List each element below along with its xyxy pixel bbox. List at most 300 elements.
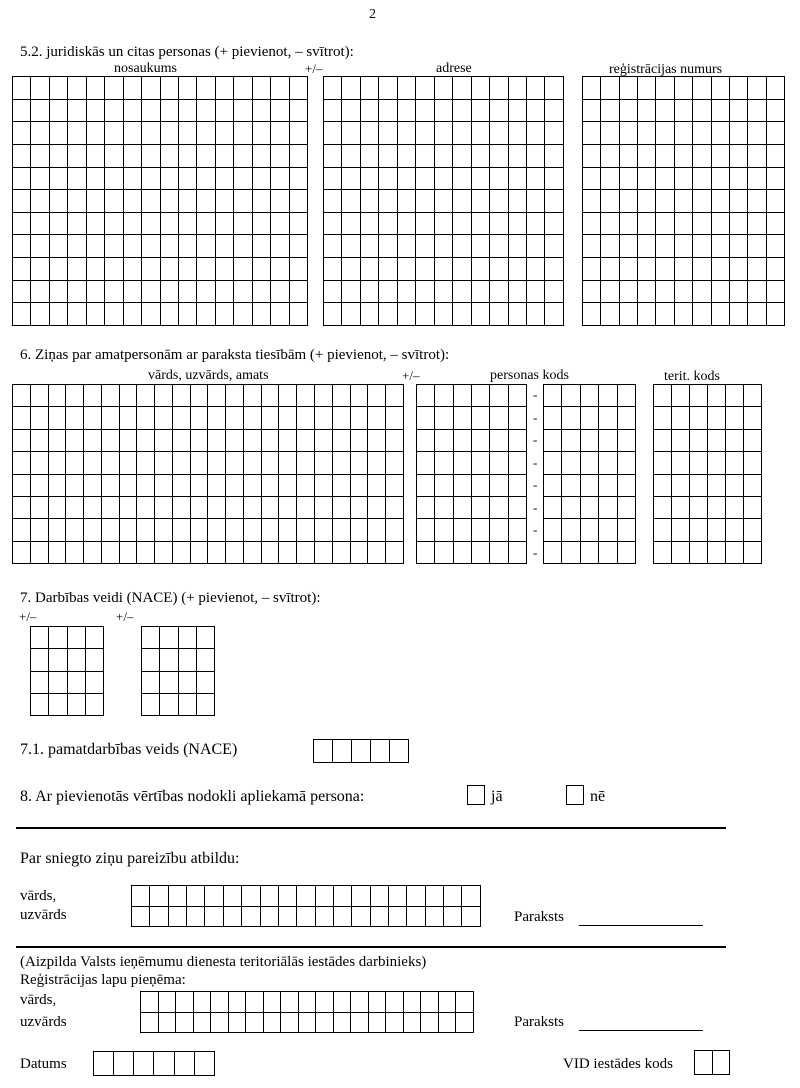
grid-cell[interactable] xyxy=(342,77,360,100)
grid-cell[interactable] xyxy=(49,235,67,258)
grid-cell[interactable] xyxy=(297,385,315,407)
grid-cell[interactable] xyxy=(695,1051,713,1075)
grid-cell[interactable] xyxy=(298,1012,316,1033)
grid-cell[interactable] xyxy=(619,235,637,258)
grid-cell[interactable] xyxy=(242,906,260,927)
grid-cell[interactable] xyxy=(197,235,215,258)
grid-cell[interactable] xyxy=(190,385,208,407)
grid-cell[interactable] xyxy=(66,541,84,563)
grid-cell[interactable] xyxy=(252,280,270,303)
grid-cell[interactable] xyxy=(350,385,368,407)
grid-cell[interactable] xyxy=(638,190,656,213)
grid-cell[interactable] xyxy=(178,212,196,235)
grid-cell[interactable] xyxy=(583,212,601,235)
grid-cell[interactable] xyxy=(617,519,635,541)
grid-cell[interactable] xyxy=(234,99,252,122)
grid-cell[interactable] xyxy=(508,474,526,496)
grid-cell[interactable] xyxy=(123,122,141,145)
grid-cell[interactable] xyxy=(368,429,386,451)
grid-cell[interactable] xyxy=(324,235,342,258)
grid-cell[interactable] xyxy=(490,167,508,190)
grid-cell[interactable] xyxy=(508,144,526,167)
grid-cell[interactable] xyxy=(215,99,233,122)
grid-cell[interactable] xyxy=(656,280,674,303)
grid-cell[interactable] xyxy=(84,496,102,518)
grid-cell[interactable] xyxy=(580,519,598,541)
grid-cell[interactable] xyxy=(208,519,226,541)
grid-cell[interactable] xyxy=(656,258,674,281)
grid-cell[interactable] xyxy=(526,167,544,190)
grid-cell[interactable] xyxy=(672,452,690,474)
grid-cell[interactable] xyxy=(168,906,186,927)
grid-cell[interactable] xyxy=(360,99,378,122)
grid-cell[interactable] xyxy=(31,627,49,649)
grid-cell[interactable] xyxy=(562,452,580,474)
grid-cell[interactable] xyxy=(368,1012,386,1033)
grid-cell[interactable] xyxy=(397,144,415,167)
grid-cell[interactable] xyxy=(744,519,762,541)
grid-cell[interactable] xyxy=(407,886,425,907)
grid-cell[interactable] xyxy=(471,212,489,235)
grid-cell[interactable] xyxy=(434,99,452,122)
grid-cell[interactable] xyxy=(333,1012,351,1033)
grid-cell[interactable] xyxy=(708,385,726,407)
grid-cell[interactable] xyxy=(434,167,452,190)
grid-cell[interactable] xyxy=(49,671,67,693)
grid-cell[interactable] xyxy=(137,474,155,496)
grid-cell[interactable] xyxy=(490,280,508,303)
grid-cell[interactable] xyxy=(711,235,729,258)
grid-cell[interactable] xyxy=(656,190,674,213)
grid-cell[interactable] xyxy=(435,541,453,563)
grid-cell[interactable] xyxy=(178,303,196,326)
grid-cell[interactable] xyxy=(453,429,471,451)
grid-cell[interactable] xyxy=(315,452,333,474)
grid-cell[interactable] xyxy=(389,906,407,927)
grid-cell[interactable] xyxy=(690,519,708,541)
grid-cell[interactable] xyxy=(208,452,226,474)
grid-cell[interactable] xyxy=(48,519,66,541)
grid-cell[interactable] xyxy=(49,77,67,100)
grid-cell[interactable] xyxy=(252,122,270,145)
grid-cell[interactable] xyxy=(13,144,31,167)
grid-cell[interactable] xyxy=(13,235,31,258)
grid-cell[interactable] xyxy=(490,496,508,518)
grid-cell[interactable] xyxy=(261,385,279,407)
grid-cell[interactable] xyxy=(351,1012,369,1033)
grid-cell[interactable] xyxy=(260,906,278,927)
grid-cell[interactable] xyxy=(142,212,160,235)
grid-cell[interactable] xyxy=(674,122,692,145)
grid-cell[interactable] xyxy=(708,496,726,518)
grid-cell[interactable] xyxy=(13,167,31,190)
grid-cell[interactable] xyxy=(193,1012,211,1033)
grid-cell[interactable] xyxy=(360,167,378,190)
grid-cell[interactable] xyxy=(766,99,784,122)
grid-cell[interactable] xyxy=(333,992,351,1013)
grid-cell[interactable] xyxy=(748,122,766,145)
grid-cell[interactable] xyxy=(368,541,386,563)
grid-cell[interactable] xyxy=(453,280,471,303)
grid-cell[interactable] xyxy=(471,496,489,518)
grid-cell[interactable] xyxy=(693,258,711,281)
grid-cell[interactable] xyxy=(386,992,404,1013)
vat-no-checkbox[interactable] xyxy=(566,785,584,805)
grid-cell[interactable] xyxy=(360,190,378,213)
grid-cell[interactable] xyxy=(748,212,766,235)
grid-cell[interactable] xyxy=(66,407,84,429)
grid-cell[interactable] xyxy=(190,474,208,496)
grid-cell[interactable] xyxy=(246,992,264,1013)
grid-cell[interactable] xyxy=(508,280,526,303)
grid-cell[interactable] xyxy=(155,452,173,474)
grid-cell[interactable] xyxy=(160,190,178,213)
grid-cell[interactable] xyxy=(174,1052,194,1076)
grid-cell[interactable] xyxy=(243,407,261,429)
grid-cell[interactable] xyxy=(297,452,315,474)
grid-cell[interactable] xyxy=(490,429,508,451)
grid-cell[interactable] xyxy=(279,385,297,407)
grid-cell[interactable] xyxy=(30,496,48,518)
grid-cell[interactable] xyxy=(84,452,102,474)
grid-cell[interactable] xyxy=(119,541,137,563)
grid-cell[interactable] xyxy=(158,1012,176,1033)
grid-cell[interactable] xyxy=(708,429,726,451)
grid-cell[interactable] xyxy=(619,190,637,213)
grid-cell[interactable] xyxy=(490,212,508,235)
grid-cell[interactable] xyxy=(141,1012,159,1033)
grid-cell[interactable] xyxy=(444,886,462,907)
grid-cell[interactable] xyxy=(508,407,526,429)
grid-cell[interactable] xyxy=(674,167,692,190)
grid-cell[interactable] xyxy=(434,280,452,303)
grid-cell[interactable] xyxy=(142,627,160,649)
grid-cell[interactable] xyxy=(48,474,66,496)
grid-cell[interactable] xyxy=(617,496,635,518)
grid-cell[interactable] xyxy=(66,429,84,451)
grid-cell[interactable] xyxy=(350,519,368,541)
grid-cell[interactable] xyxy=(379,190,397,213)
grid-cell[interactable] xyxy=(583,235,601,258)
grid-cell[interactable] xyxy=(332,429,350,451)
grid-cell[interactable] xyxy=(729,212,747,235)
grid-cell[interactable] xyxy=(562,541,580,563)
grid-cell[interactable] xyxy=(289,167,307,190)
grid-cell[interactable] xyxy=(471,385,489,407)
grid-cell[interactable] xyxy=(316,1012,334,1033)
grid-cell[interactable] xyxy=(368,496,386,518)
grid-cell[interactable] xyxy=(48,407,66,429)
grid-cell[interactable] xyxy=(137,519,155,541)
grid-cell[interactable] xyxy=(86,258,104,281)
section-5-2-address-grid[interactable] xyxy=(323,76,564,326)
grid-cell[interactable] xyxy=(142,122,160,145)
grid-cell[interactable] xyxy=(368,452,386,474)
grid-cell[interactable] xyxy=(13,385,31,407)
grid-cell[interactable] xyxy=(508,77,526,100)
grid-cell[interactable] xyxy=(160,144,178,167)
grid-cell[interactable] xyxy=(435,474,453,496)
grid-cell[interactable] xyxy=(160,280,178,303)
grid-cell[interactable] xyxy=(397,235,415,258)
grid-cell[interactable] xyxy=(252,99,270,122)
grid-cell[interactable] xyxy=(271,258,289,281)
grid-cell[interactable] xyxy=(31,235,49,258)
grid-cell[interactable] xyxy=(545,167,564,190)
grid-cell[interactable] xyxy=(155,519,173,541)
grid-cell[interactable] xyxy=(674,235,692,258)
grid-cell[interactable] xyxy=(397,99,415,122)
grid-cell[interactable] xyxy=(178,693,196,715)
grid-cell[interactable] xyxy=(352,906,370,927)
grid-cell[interactable] xyxy=(155,385,173,407)
grid-cell[interactable] xyxy=(208,541,226,563)
grid-cell[interactable] xyxy=(729,144,747,167)
grid-cell[interactable] xyxy=(360,144,378,167)
grid-cell[interactable] xyxy=(31,258,49,281)
grid-cell[interactable] xyxy=(246,1012,264,1033)
grid-cell[interactable] xyxy=(289,77,307,100)
grid-cell[interactable] xyxy=(599,541,617,563)
personal-code-part1-grid[interactable] xyxy=(416,384,527,564)
grid-cell[interactable] xyxy=(226,385,244,407)
grid-cell[interactable] xyxy=(726,519,744,541)
grid-cell[interactable] xyxy=(656,303,674,326)
grid-cell[interactable] xyxy=(583,280,601,303)
grid-cell[interactable] xyxy=(315,407,333,429)
grid-cell[interactable] xyxy=(526,212,544,235)
grid-cell[interactable] xyxy=(261,407,279,429)
grid-cell[interactable] xyxy=(490,122,508,145)
grid-cell[interactable] xyxy=(31,167,49,190)
grid-cell[interactable] xyxy=(397,212,415,235)
main-nace-grid[interactable] xyxy=(313,739,409,763)
grid-cell[interactable] xyxy=(379,212,397,235)
grid-cell[interactable] xyxy=(137,385,155,407)
grid-cell[interactable] xyxy=(160,77,178,100)
grid-cell[interactable] xyxy=(215,77,233,100)
grid-cell[interactable] xyxy=(390,740,409,763)
grid-cell[interactable] xyxy=(526,235,544,258)
grid-cell[interactable] xyxy=(638,167,656,190)
grid-cell[interactable] xyxy=(137,452,155,474)
grid-cell[interactable] xyxy=(155,407,173,429)
grid-cell[interactable] xyxy=(352,886,370,907)
grid-cell[interactable] xyxy=(342,167,360,190)
grid-cell[interactable] xyxy=(526,258,544,281)
grid-cell[interactable] xyxy=(84,474,102,496)
grid-cell[interactable] xyxy=(123,212,141,235)
grid-cell[interactable] xyxy=(68,190,86,213)
grid-cell[interactable] xyxy=(86,122,104,145)
grid-cell[interactable] xyxy=(119,452,137,474)
grid-cell[interactable] xyxy=(68,280,86,303)
grid-cell[interactable] xyxy=(672,541,690,563)
grid-cell[interactable] xyxy=(86,144,104,167)
grid-cell[interactable] xyxy=(316,992,334,1013)
grid-cell[interactable] xyxy=(580,541,598,563)
grid-cell[interactable] xyxy=(638,122,656,145)
grid-cell[interactable] xyxy=(49,122,67,145)
grid-cell[interactable] xyxy=(416,144,434,167)
grid-cell[interactable] xyxy=(342,190,360,213)
grid-cell[interactable] xyxy=(84,519,102,541)
grid-cell[interactable] xyxy=(205,906,223,927)
grid-cell[interactable] xyxy=(490,258,508,281)
grid-cell[interactable] xyxy=(261,541,279,563)
grid-cell[interactable] xyxy=(690,452,708,474)
grid-cell[interactable] xyxy=(471,99,489,122)
grid-cell[interactable] xyxy=(342,280,360,303)
grid-cell[interactable] xyxy=(271,144,289,167)
grid-cell[interactable] xyxy=(289,303,307,326)
grid-cell[interactable] xyxy=(30,385,48,407)
grid-cell[interactable] xyxy=(86,77,104,100)
grid-cell[interactable] xyxy=(526,99,544,122)
grid-cell[interactable] xyxy=(638,258,656,281)
grid-cell[interactable] xyxy=(105,258,123,281)
grid-cell[interactable] xyxy=(638,144,656,167)
grid-cell[interactable] xyxy=(13,429,31,451)
grid-cell[interactable] xyxy=(278,886,296,907)
grid-cell[interactable] xyxy=(172,385,190,407)
grid-cell[interactable] xyxy=(711,258,729,281)
grid-cell[interactable] xyxy=(314,740,333,763)
grid-cell[interactable] xyxy=(68,303,86,326)
grid-cell[interactable] xyxy=(508,541,526,563)
grid-cell[interactable] xyxy=(324,280,342,303)
grid-cell[interactable] xyxy=(234,167,252,190)
grid-cell[interactable] xyxy=(711,122,729,145)
grid-cell[interactable] xyxy=(279,452,297,474)
grid-cell[interactable] xyxy=(490,385,508,407)
grid-cell[interactable] xyxy=(134,1052,154,1076)
grid-cell[interactable] xyxy=(142,99,160,122)
grid-cell[interactable] xyxy=(601,212,619,235)
grid-cell[interactable] xyxy=(544,452,562,474)
grid-cell[interactable] xyxy=(711,190,729,213)
grid-cell[interactable] xyxy=(350,541,368,563)
date-grid[interactable] xyxy=(93,1051,215,1076)
grid-cell[interactable] xyxy=(315,906,333,927)
grid-cell[interactable] xyxy=(119,496,137,518)
grid-cell[interactable] xyxy=(271,212,289,235)
grid-cell[interactable] xyxy=(31,144,49,167)
grid-cell[interactable] xyxy=(234,190,252,213)
grid-cell[interactable] xyxy=(726,407,744,429)
grid-cell[interactable] xyxy=(744,474,762,496)
grid-cell[interactable] xyxy=(297,519,315,541)
grid-cell[interactable] xyxy=(31,190,49,213)
grid-cell[interactable] xyxy=(215,280,233,303)
grid-cell[interactable] xyxy=(693,122,711,145)
grid-cell[interactable] xyxy=(252,190,270,213)
grid-cell[interactable] xyxy=(137,429,155,451)
grid-cell[interactable] xyxy=(416,99,434,122)
grid-cell[interactable] xyxy=(67,627,85,649)
grid-cell[interactable] xyxy=(766,212,784,235)
grid-cell[interactable] xyxy=(105,77,123,100)
grid-cell[interactable] xyxy=(49,258,67,281)
grid-cell[interactable] xyxy=(580,452,598,474)
grid-cell[interactable] xyxy=(471,144,489,167)
grid-cell[interactable] xyxy=(261,429,279,451)
grid-cell[interactable] xyxy=(453,385,471,407)
grid-cell[interactable] xyxy=(619,99,637,122)
grid-cell[interactable] xyxy=(196,649,214,671)
grid-cell[interactable] xyxy=(197,99,215,122)
grid-cell[interactable] xyxy=(66,452,84,474)
grid-cell[interactable] xyxy=(315,429,333,451)
grid-cell[interactable] xyxy=(580,474,598,496)
grid-cell[interactable] xyxy=(471,474,489,496)
grid-cell[interactable] xyxy=(105,122,123,145)
grid-cell[interactable] xyxy=(172,519,190,541)
vid-signature-line[interactable] xyxy=(579,1030,703,1031)
grid-cell[interactable] xyxy=(490,77,508,100)
grid-cell[interactable] xyxy=(271,99,289,122)
grid-cell[interactable] xyxy=(379,122,397,145)
grid-cell[interactable] xyxy=(599,519,617,541)
grid-cell[interactable] xyxy=(619,303,637,326)
grid-cell[interactable] xyxy=(766,190,784,213)
grid-cell[interactable] xyxy=(417,452,435,474)
grid-cell[interactable] xyxy=(350,474,368,496)
grid-cell[interactable] xyxy=(711,167,729,190)
grid-cell[interactable] xyxy=(155,474,173,496)
grid-cell[interactable] xyxy=(13,190,31,213)
grid-cell[interactable] xyxy=(674,144,692,167)
grid-cell[interactable] xyxy=(617,541,635,563)
grid-cell[interactable] xyxy=(417,407,435,429)
grid-cell[interactable] xyxy=(150,906,168,927)
grid-cell[interactable] xyxy=(86,190,104,213)
grid-cell[interactable] xyxy=(368,992,386,1013)
grid-cell[interactable] xyxy=(545,235,564,258)
grid-cell[interactable] xyxy=(333,906,351,927)
grid-cell[interactable] xyxy=(350,407,368,429)
grid-cell[interactable] xyxy=(197,212,215,235)
grid-cell[interactable] xyxy=(508,167,526,190)
grid-cell[interactable] xyxy=(368,407,386,429)
grid-cell[interactable] xyxy=(324,212,342,235)
grid-cell[interactable] xyxy=(654,429,672,451)
grid-cell[interactable] xyxy=(368,385,386,407)
grid-cell[interactable] xyxy=(638,77,656,100)
grid-cell[interactable] xyxy=(101,385,119,407)
grid-cell[interactable] xyxy=(289,122,307,145)
grid-cell[interactable] xyxy=(178,122,196,145)
grid-cell[interactable] xyxy=(379,167,397,190)
grid-cell[interactable] xyxy=(234,258,252,281)
grid-cell[interactable] xyxy=(315,519,333,541)
personal-code-part2-grid[interactable] xyxy=(543,384,636,564)
grid-cell[interactable] xyxy=(197,122,215,145)
grid-cell[interactable] xyxy=(234,280,252,303)
grid-cell[interactable] xyxy=(711,303,729,326)
grid-cell[interactable] xyxy=(526,144,544,167)
grid-cell[interactable] xyxy=(508,496,526,518)
grid-cell[interactable] xyxy=(416,303,434,326)
grid-cell[interactable] xyxy=(471,519,489,541)
grid-cell[interactable] xyxy=(324,144,342,167)
grid-cell[interactable] xyxy=(471,429,489,451)
grid-cell[interactable] xyxy=(178,627,196,649)
grid-cell[interactable] xyxy=(601,190,619,213)
grid-cell[interactable] xyxy=(160,671,178,693)
grid-cell[interactable] xyxy=(693,303,711,326)
grid-cell[interactable] xyxy=(471,303,489,326)
